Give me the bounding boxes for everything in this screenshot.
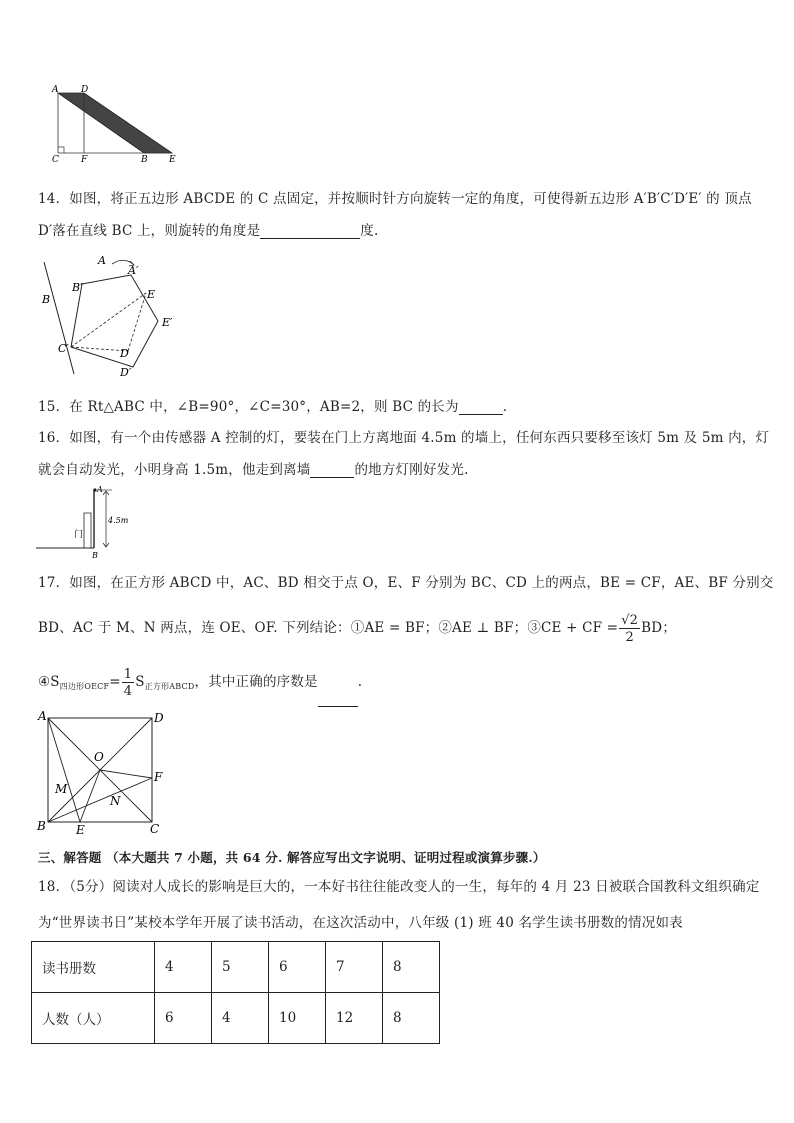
label-b: B: [92, 551, 98, 560]
figure-q17: [34, 706, 169, 836]
q17-line3-text: ，其中正确的序数是: [194, 674, 318, 690]
pentagon-rotated: [71, 275, 158, 367]
answer-blank-q16[interactable]: [310, 463, 354, 478]
figure-q14: [36, 250, 186, 382]
table-cell: 8: [383, 993, 440, 1044]
segment-oe: [80, 770, 100, 822]
label-d: D: [81, 85, 89, 95]
q17-line3-end: .: [357, 674, 363, 690]
line-bc: [44, 262, 74, 374]
shaded-parallelogram: [58, 93, 172, 153]
dashed-de: [128, 293, 146, 351]
label-o: O: [94, 750, 104, 764]
table-cell: 8: [383, 942, 440, 993]
label-b: B: [37, 819, 46, 833]
q17-line1: 17．如图，在正方形 ABCD 中，AC、BD 相交于点 O，E、F 分别为 BC、CD 上的两点，BE = CF，AE、BF 分别交: [38, 575, 774, 591]
fraction-one-quarter: [122, 668, 134, 698]
table-cell: 6: [269, 942, 326, 993]
label-b: B: [141, 155, 148, 164]
reading-data-table: [31, 941, 440, 1044]
fraction-denominator: 4: [123, 683, 133, 699]
q16-line1: 16．如图，有一个由传感器 A 控制的灯，要装在门上方离地面 4.5m 的墙上，任何东西只要移至该灯 5m 及 5m 内，灯: [38, 430, 770, 446]
q15-line: [38, 395, 507, 415]
label-e-prime: E′: [162, 316, 173, 329]
answer-blank-q17[interactable]: [318, 692, 358, 707]
q14-line2-text: D′落在直线 BC 上，则旋转的角度是: [38, 223, 261, 239]
label-e: E: [169, 155, 176, 164]
q14-line2-end: 度.: [360, 223, 379, 239]
fraction-sqrt2-over-2: [619, 614, 640, 644]
table-cell: 12: [326, 993, 383, 1044]
door-frame: [84, 513, 91, 548]
label-d: D: [120, 347, 129, 360]
label-m: M: [55, 782, 68, 796]
q17-line2-end: BD；: [641, 620, 677, 636]
figure-q13: [44, 84, 184, 164]
q17-line2: [38, 608, 676, 648]
q18-line1: 18．（5分）阅读对人成长的影响是巨大的，一本好书往往能改变人的一生，每年的 4 月 23 日被联合国教科文组织确定: [38, 879, 760, 895]
label-d-prime: D′: [120, 366, 132, 379]
label-a: A: [97, 485, 103, 494]
label-c-prime: C′: [58, 342, 69, 355]
q17-subscript-abcd: 正方形ABCD: [144, 682, 195, 691]
table-cell: 7: [326, 942, 383, 993]
q16-line2-text: 就会自动发光，小明身高 1.5m，他走到离墙: [38, 462, 311, 478]
answer-blank-q15[interactable]: [459, 400, 503, 415]
table-header-people: 人数（人）: [32, 993, 155, 1044]
label-f: F: [81, 155, 88, 164]
q15-text: 15．在 Rt△ABC 中，∠B=90°，∠C=30°，AB=2，则 BC 的长为: [38, 399, 459, 415]
q16-line2: [38, 458, 469, 478]
label-a: A: [52, 85, 59, 95]
answer-blank-q14[interactable]: [260, 224, 360, 239]
fraction-numerator: √2: [621, 612, 639, 628]
q17-equals: =: [109, 674, 121, 690]
label-c: C: [52, 155, 59, 164]
q18-line2: 为“世界读书日”某校本学年开展了读书活动，在这次活动中，八年级 (1) 班 40 名学生读书册数的情况如表: [38, 915, 683, 931]
label-f: F: [154, 770, 163, 784]
q17-line3: [38, 662, 362, 702]
label-b: B: [42, 293, 51, 306]
section-three-heading: 三、解答题 （本大题共 7 小题，共 64 分. 解答应写出文字说明、证明过程或演算步骤.）: [38, 850, 546, 865]
table-cell: 4: [155, 942, 212, 993]
label-a: A: [38, 709, 47, 723]
label-c: C: [150, 822, 160, 836]
right-angle-mark: [58, 147, 64, 153]
figure-q16: [36, 483, 136, 563]
table-cell: 10: [269, 993, 326, 1044]
label-n: N: [110, 794, 121, 808]
label-a: A: [98, 254, 106, 267]
table-cell: 4: [212, 993, 269, 1044]
table-cell: 5: [212, 942, 269, 993]
q16-line2-end: 的地方灯刚好发光.: [354, 462, 469, 478]
q17-conclusion4-prefix: ④S: [38, 674, 60, 690]
q15-end: .: [502, 399, 508, 415]
dashed-ce: [71, 293, 146, 347]
table-header-books: 读书册数: [32, 942, 155, 993]
label-e: E: [76, 823, 85, 836]
fraction-denominator: 2: [625, 629, 634, 645]
label-e: E: [147, 288, 156, 301]
table-cell: 6: [155, 993, 212, 1044]
label-b-prime: B′: [72, 281, 83, 294]
segment-of: [100, 770, 152, 778]
q14-line2: [38, 219, 378, 239]
table-row: [32, 942, 440, 993]
label-a-prime: A′: [128, 264, 139, 277]
q17-line2-text: BD、AC 于 M、N 两点，连 OE、OF. 下列结论：①AE = BF；②AE ⊥ BF；③CE + CF =: [38, 620, 619, 636]
table-row: [32, 993, 440, 1044]
label-door: 门: [74, 530, 84, 540]
fraction-numerator: 1: [123, 666, 133, 682]
q17-s: S: [135, 674, 145, 690]
label-d: D: [154, 711, 164, 725]
label-height: 4.5m: [108, 516, 129, 525]
q14-line1: 14．如图，将正五边形 ABCDE 的 C 点固定，并按顺时针方向旋转一定的角度，可使得新五边形 A′B′C′D′E′ 的 顶点: [38, 191, 752, 207]
q17-subscript-oecf: 四边形OECF: [59, 682, 110, 691]
